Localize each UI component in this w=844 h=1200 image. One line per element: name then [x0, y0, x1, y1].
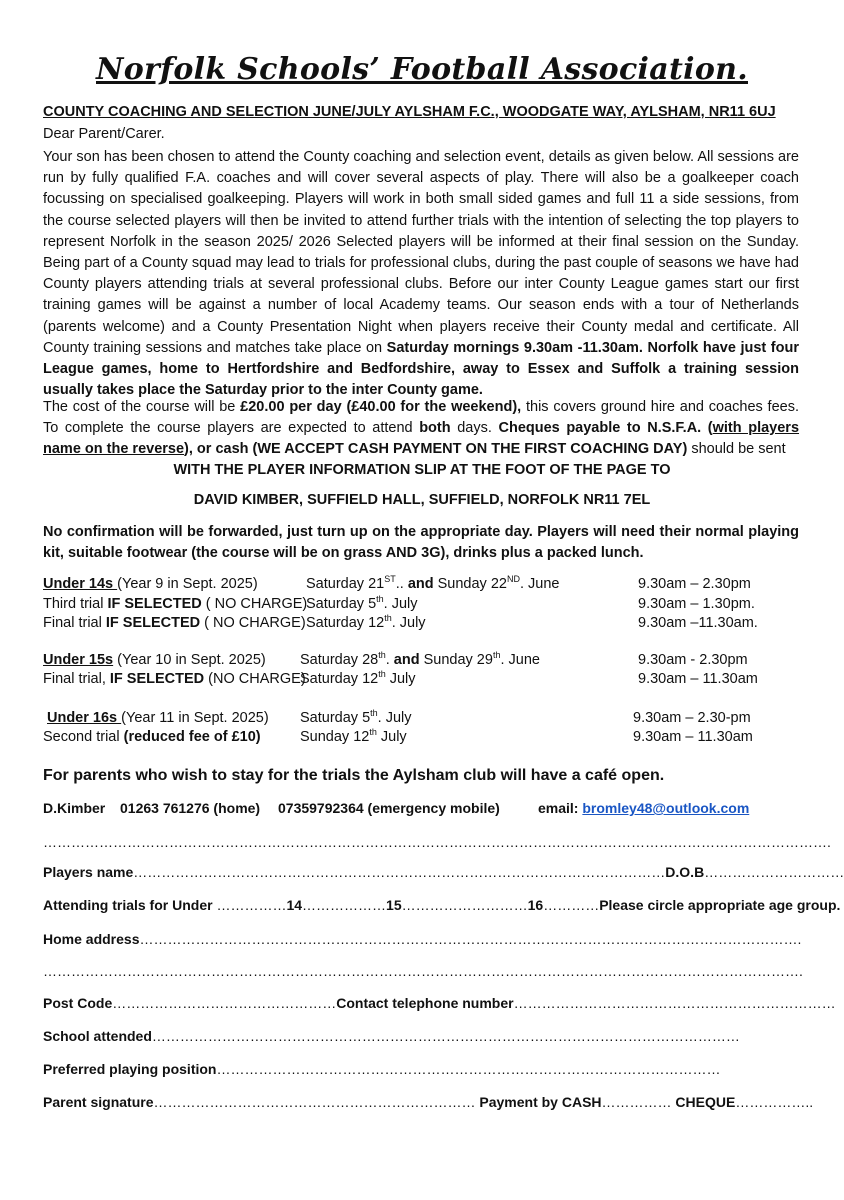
u15-trial2-time: 9.30am – 11.30am — [638, 671, 758, 687]
dob-label: D.O.B — [665, 864, 705, 880]
contact-name: D.Kimber — [43, 800, 106, 816]
u16-sup-a: th — [370, 708, 378, 719]
contact-home: 01263 761276 (home) — [120, 800, 261, 816]
u16-trial2-sup: th — [369, 727, 377, 738]
u14-trial3-month: . July — [391, 615, 426, 631]
kit-paragraph: No confirmation will be forwarded, just turn up on the appropriate day. Players will need their normal playing kit, suitable footwear (the course will be on grass AND 3G), drinks plus a packed lunch. — [43, 524, 799, 562]
greeting: Dear Parent/Carer. — [43, 126, 165, 142]
u16-dates — [300, 710, 412, 726]
home-address-label: Home address — [43, 931, 140, 947]
contact-email-line — [538, 800, 749, 816]
u15-trial2-month: July — [385, 671, 416, 687]
cost-amount: £20.00 per day (£40.00 for the weekend), — [240, 399, 522, 415]
u15-date-c: Sunday 29 — [419, 652, 493, 668]
home-address-field[interactable]: Home address……………………………………………………………………………………………………………………………. — [43, 931, 802, 947]
u14-trial2-date-text: Saturday 5 — [306, 596, 377, 612]
cost-paragraph — [43, 397, 799, 461]
u14-sup-c: ND — [506, 574, 520, 585]
u15-year: (Year 10 in Sept. 2025) — [113, 652, 266, 668]
u14-date-b: .. — [395, 576, 408, 592]
age-15-option[interactable]: 15 — [386, 897, 402, 913]
payment-label: Payment by — [479, 1094, 558, 1110]
u15-dates — [300, 652, 540, 668]
u14-trial2-sup: th — [376, 594, 384, 605]
intro-bold-text: Saturday mornings 9.30am -11.30am. Norfolk have just four League games, home to Hertfordshire and Bedfordshire, away to Essex and Suffolk a training session usually takes place the Saturday prior to the inter County game. — [43, 339, 799, 399]
u15-row — [43, 652, 266, 668]
u14-date-c: Sunday 22 — [433, 576, 507, 592]
u14-trial2 — [43, 596, 307, 612]
u14-trial3-date-text: Saturday 12 — [306, 615, 385, 631]
u15-and: and — [393, 652, 420, 668]
u15-date-d: . June — [500, 652, 540, 668]
u16-row — [47, 710, 269, 726]
cost-text-2: this covers ground hire and coaches fees. To complete the course players are expected to attend — [43, 399, 799, 437]
school-field[interactable]: School attended……………………………………………………………………………………………………………… — [43, 1028, 740, 1044]
circle-note: Please circle appropriate age group. — [599, 897, 841, 913]
signature-label: Parent signature — [43, 1094, 154, 1110]
u14-trial2-time: 9.30am – 1.30pm. — [638, 596, 755, 612]
u14-trial2-month: . July — [383, 596, 418, 612]
u16-date-b: . July — [377, 710, 412, 726]
u14-trial2-date — [306, 596, 418, 612]
u15-trial2-sup: th — [378, 669, 386, 680]
u14-year: (Year 9 in Sept. 2025) — [117, 576, 258, 592]
u16-trial2 — [43, 729, 261, 745]
email-link[interactable]: bromley48@outlook.com — [582, 800, 750, 816]
u15-trial2-post: (NO CHARGE) — [204, 671, 306, 687]
contact-mobile: 07359792364 (emergency mobile) — [278, 800, 500, 816]
cheque-name-note: with players name on the reverse — [43, 420, 800, 458]
u14-date-d: . June — [519, 576, 560, 592]
u16-year: (Year 11 in Sept. 2025) — [121, 710, 269, 726]
u14-date-a: Saturday 21 — [306, 576, 385, 592]
u16-time: 9.30am – 2.30-pm — [633, 710, 751, 726]
u16-trial2-time: 9.30am – 11.30am — [633, 729, 753, 745]
event-subheading: COUNTY COACHING AND SELECTION JUNE/JULY AYLSHAM F.C., WOODGATE WAY, AYLSHAM, NR11 6UJ — [43, 104, 776, 120]
position-label: Preferred playing position — [43, 1061, 217, 1077]
u16-trial2-date-text: Sunday 12 — [300, 729, 370, 745]
u16-trial2-pre: Second trial — [43, 729, 124, 745]
page-title: Norfolk Schools’ Football Association. — [96, 52, 748, 87]
age-14-option[interactable]: 14 — [286, 897, 303, 913]
u14-trial3-date — [306, 615, 426, 631]
cheque-option[interactable]: CHEQUE — [675, 1094, 736, 1110]
cut-line: ……………………………………………………………………………………………………………………………………………………. — [43, 834, 831, 850]
u15-trial2-bold: IF SELECTED — [109, 671, 205, 687]
postal-address: DAVID KIMBER, SUFFIELD HALL, SUFFIELD, NORFOLK NR11 7EL — [193, 492, 651, 508]
u16-trial2-bold: (reduced fee of £10) — [123, 729, 261, 745]
cash-option[interactable]: CASH — [561, 1094, 602, 1110]
u15-date-a: Saturday 28 — [300, 652, 379, 668]
postcode-phone-field[interactable]: Post Code…………………………………………Contact telephone number…………………………………………………………… — [43, 995, 836, 1011]
u15-trial2-date-text: Saturday 12 — [300, 671, 379, 687]
signature-payment-field[interactable]: Parent signature…………………………………………………………… Payment by CASH…………… CHEQUE…………….. — [43, 1094, 814, 1110]
u14-and: and — [407, 576, 434, 592]
intro-paragraph — [43, 147, 799, 401]
send-with-slip: WITH THE PLAYER INFORMATION SLIP AT THE FOOT OF THE PAGE TO — [173, 462, 671, 478]
u15-date-b: . — [385, 652, 394, 668]
u15-time: 9.30am - 2.30pm — [638, 652, 748, 668]
player-name-field[interactable]: Players name……………………………………………………………………………………………………D.O.B………………………… — [43, 864, 844, 880]
address-line-2[interactable]: ………………………………………………………………………………………………………………………………………………. — [43, 963, 803, 979]
u16-trial2-month: July — [376, 729, 407, 745]
u14-trial2-bold: IF SELECTED — [107, 596, 202, 612]
u16-trial2-date — [300, 729, 407, 745]
cheque-payable: Cheques payable to N.S.F.A. ( — [498, 420, 713, 437]
postcode-label: Post Code — [43, 995, 113, 1011]
u14-trial2-pre: Third trial — [43, 596, 108, 612]
u14-time: 9.30am – 2.30pm — [638, 576, 751, 592]
intro-text: Your son has been chosen to attend the County coaching and selection event, details as given below. All sessions are run by fully qualified F.A. coaches and will cover several aspects of play. There will also be a goalkeeper coach focussing on specialised goalkeeping. Players will work in both small sided games and full 11 a side sessions, from the course selected players will then be invited to attend further trials with the intention of selecting the top players to represent Norfolk in the season 2025/ 2026 Selected players will be informed at their final session on the Sunday. Being part of a County squad may lead to trials for professional clubs, during the past couple of seasons we have had County players attending trials at several professional clubs. Before our inter County League games start our first training games will be against a number of local Academy teams. Our season ends with a tour of Netherlands (parents welcome) and a County Presentation Night when players receive their County medal and certificate. All County training sessions and matches take place on — [43, 149, 799, 356]
u14-label: Under 14s — [43, 576, 118, 592]
u14-trial3-pre: Final trial — [43, 615, 106, 631]
u14-trial3-bold: IF SELECTED — [105, 615, 201, 631]
u15-trial2-date — [300, 671, 416, 687]
u14-trial3-sup: th — [384, 613, 392, 624]
u16-date-a: Saturday 5 — [300, 710, 371, 726]
u14-sup-a: ST — [384, 574, 396, 585]
position-field[interactable]: Preferred playing position……………………………………………………………………………………………… — [43, 1061, 721, 1077]
u15-sup-c: th — [492, 650, 501, 661]
phone-label: Contact telephone number — [336, 995, 514, 1011]
attending-label: Attending trials for Under — [43, 897, 213, 913]
age-16-option[interactable]: 16 — [527, 897, 544, 913]
cost-text-1: The cost of the course will be — [43, 399, 241, 415]
u14-trial3 — [43, 615, 306, 631]
u16-label: Under 16s — [47, 710, 122, 726]
email-label: email: — [538, 800, 583, 816]
attending-field[interactable]: Attending trials for Under ……………14………………15………………………16…………Please circle appropriate age group. — [43, 897, 841, 913]
cash-note: ), or cash (WE ACCEPT CASH PAYMENT ON THE FIRST COACHING DAY) — [184, 441, 688, 458]
u14-trial3-time: 9.30am –11.30am. — [638, 615, 758, 631]
u14-trial2-post: ( NO CHARGE) — [201, 596, 308, 612]
cost-both: both — [419, 420, 451, 437]
u15-sup-a: th — [378, 650, 386, 661]
player-name-label: Players name — [43, 864, 134, 880]
cafe-note: For parents who wish to stay for the trials the Aylsham club will have a café open. — [43, 767, 665, 784]
u14-trial3-post: ( NO CHARGE) — [200, 615, 306, 631]
school-label: School attended — [43, 1028, 152, 1044]
u14-row — [43, 576, 258, 592]
u14-dates — [306, 576, 559, 592]
cost-text-3: days. — [450, 420, 499, 437]
u15-trial2-pre: Final trial, — [43, 671, 110, 687]
cost-text-4: should be sent — [687, 441, 786, 458]
u15-trial2 — [43, 671, 306, 687]
u15-label: Under 15s — [43, 652, 114, 668]
